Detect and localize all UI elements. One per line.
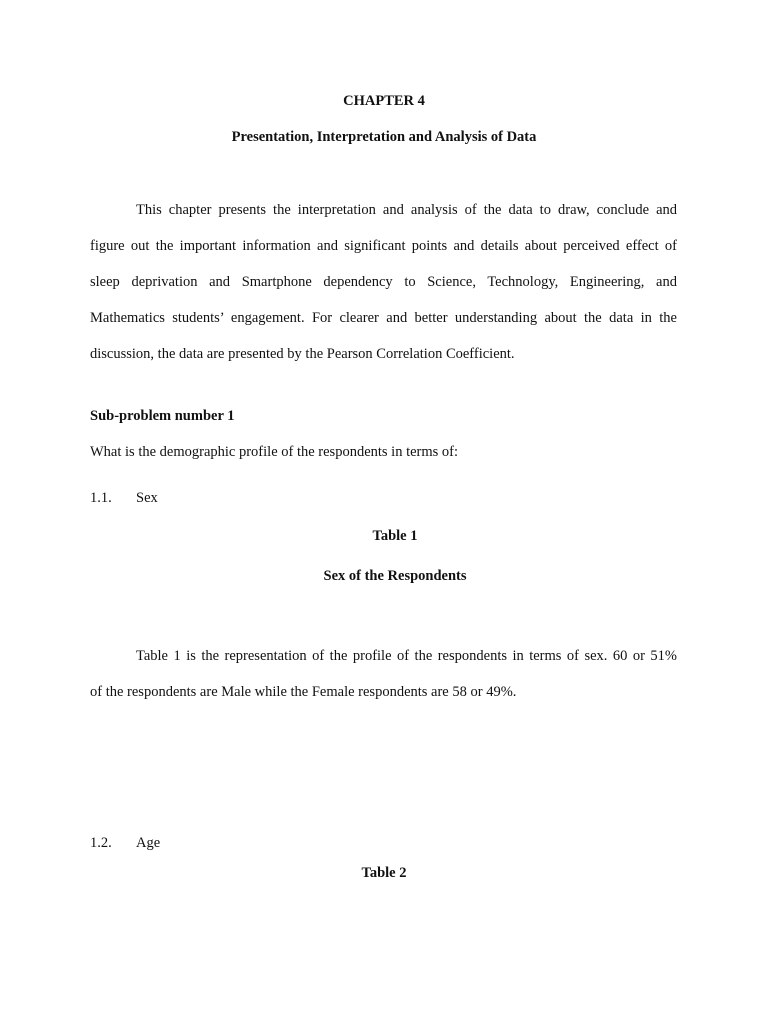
table1-title: Sex of the Respondents bbox=[323, 568, 467, 584]
item-number: 1.2. bbox=[90, 835, 112, 851]
item-label: Age bbox=[136, 835, 161, 851]
table1-label: Table 1 bbox=[372, 528, 418, 544]
paragraph-line: Table 1 is the representation of the profile of the respondents in terms of sex. 60 or 51% bbox=[136, 648, 677, 664]
paragraph-line: This chapter presents the interpretation and analysis of the data to draw, conclude and bbox=[136, 202, 677, 218]
paragraph-line: sleep deprivation and Smartphone dependency to Science, Technology, Engineering, and bbox=[90, 274, 677, 290]
subproblem-heading: Sub-problem number 1 bbox=[90, 408, 235, 424]
table2-label: Table 2 bbox=[361, 865, 407, 881]
paragraph-line: discussion, the data are presented by the Pearson Correlation Coefficient. bbox=[90, 346, 515, 362]
paragraph-line: of the respondents are Male while the Female respondents are 58 or 49%. bbox=[90, 684, 517, 700]
item-number: 1.1. bbox=[90, 490, 112, 506]
paragraph-line: Mathematics students’ engagement. For clearer and better understanding about the data in the bbox=[90, 310, 677, 326]
chapter-subtitle: Presentation, Interpretation and Analysis of Data bbox=[231, 129, 537, 145]
subproblem-question: What is the demographic profile of the respondents in terms of: bbox=[90, 444, 459, 460]
table1-paragraph bbox=[90, 638, 677, 710]
chapter-title: CHAPTER 4 bbox=[343, 93, 425, 109]
item-label: Sex bbox=[136, 490, 158, 506]
paragraph-line: figure out the important information and significant points and details about perceived effect of bbox=[90, 238, 677, 254]
intro-paragraph bbox=[90, 192, 677, 372]
